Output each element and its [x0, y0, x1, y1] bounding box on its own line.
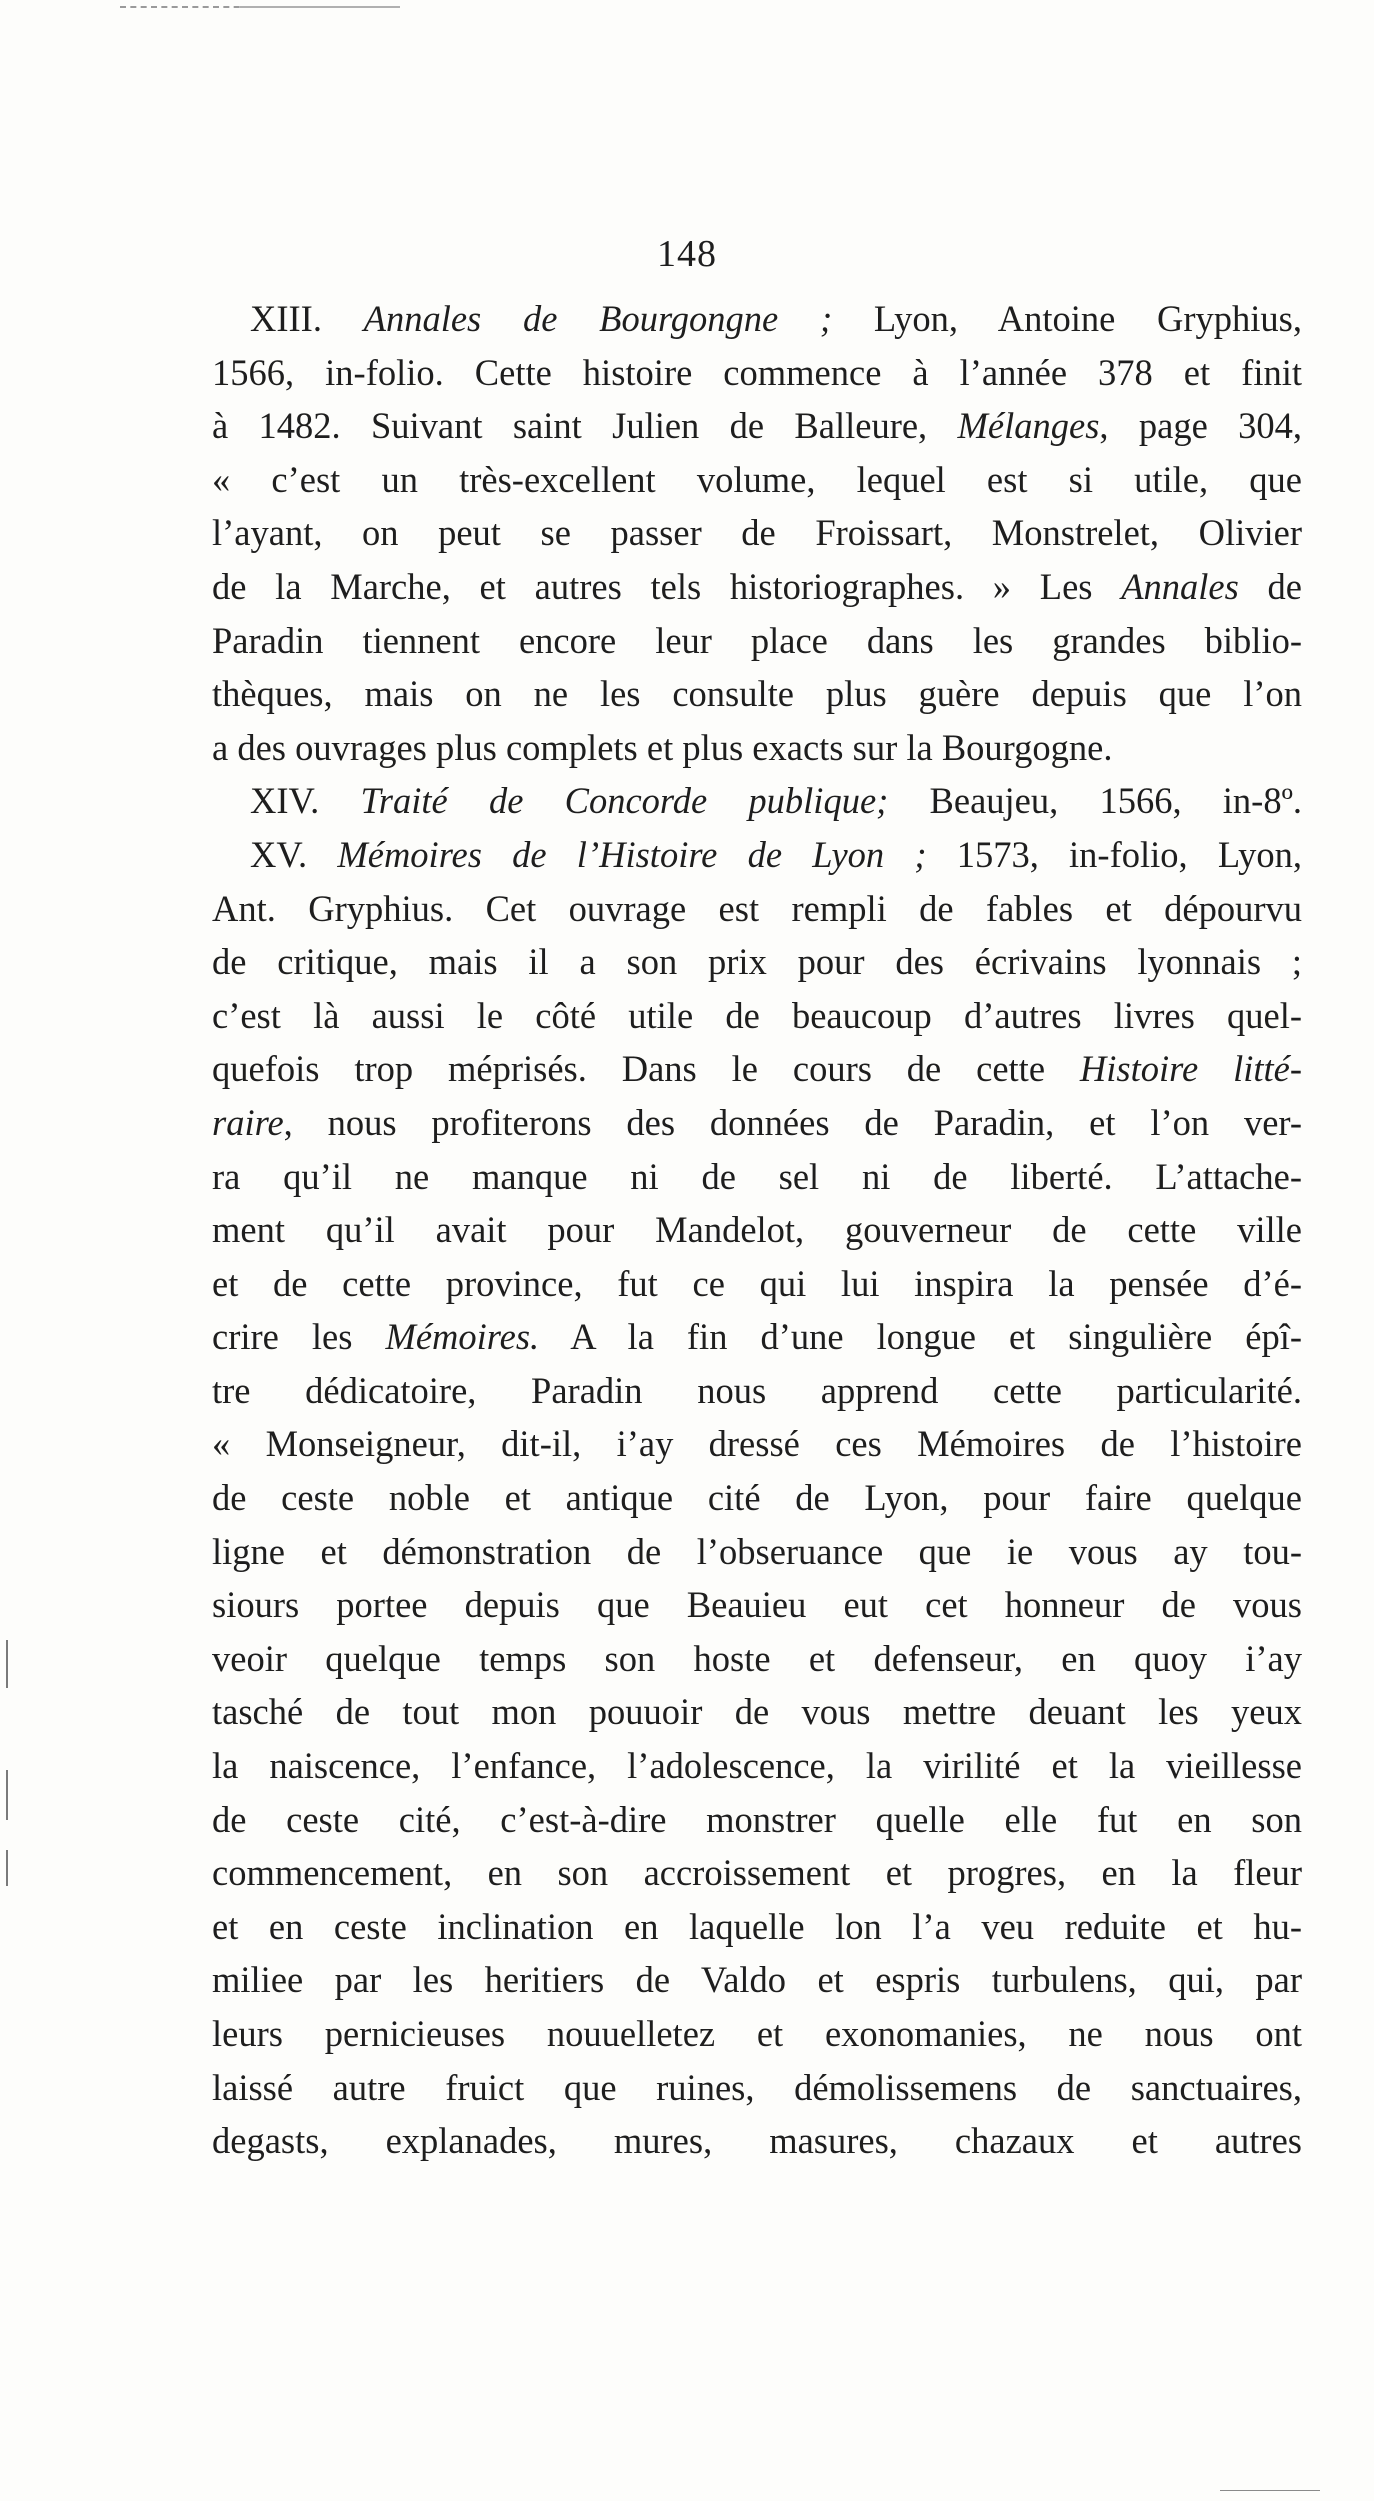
- text-run: , nous profiterons des données de Paradin, et l’on ver-: [283, 1101, 1302, 1143]
- text-run: quefois trop méprisés. Dans le cours de cette: [212, 1048, 1080, 1090]
- text-run: Paradin tiennent encore leur place dans les grandes biblio-: [212, 619, 1302, 661]
- italic-title: Mémoires.: [385, 1316, 540, 1358]
- page-number: 148: [657, 233, 717, 275]
- body-text: [212, 292, 1302, 2168]
- text-run: la naiscence, l’enfance, l’adolescence, la virilité et la vieillesse: [212, 1745, 1302, 1787]
- text-run: de ceste cité, c’est-à-dire monstrer quelle elle fut en son: [212, 1798, 1302, 1840]
- text-line: [212, 1096, 1302, 1150]
- text-run: miliee par les heritiers de Valdo et espris turbulens, qui, par: [212, 1959, 1302, 2001]
- text-line: [212, 453, 1302, 507]
- text-run: leurs pernicieuses nouuelletez et exonomanies, ne nous ont: [212, 2013, 1302, 2054]
- text-line: [212, 774, 1302, 828]
- italic-title: Annales: [1121, 565, 1239, 607]
- text-run: Lyon, Antoine Gryphius,: [832, 298, 1302, 339]
- text-line: [212, 2114, 1302, 2168]
- text-run: et en ceste inclination en laquelle lon l’a veu reduite et hu-: [212, 1905, 1302, 1947]
- text-line: [212, 1042, 1302, 1096]
- text-line: [212, 828, 1302, 882]
- text-run: à 1482. Suivant saint Julien de Balleure,: [212, 405, 958, 447]
- italic-title: Mémoires de l’Histoire de Lyon ;: [337, 833, 927, 875]
- text-run: de critique, mais il a son prix pour des écrivains lyonnais ;: [212, 941, 1302, 983]
- scan-edge-mark: [6, 1770, 8, 1820]
- text-line: [212, 882, 1302, 936]
- text-run: tasché de tout mon pouuoir de vous mettre deuant les yeux: [212, 1691, 1302, 1733]
- text-line: [212, 506, 1302, 560]
- text-run: de ceste noble et antique cité de Lyon, pour faire quelque: [212, 1477, 1302, 1519]
- italic-title: Annales de Bourgongne ;: [363, 298, 833, 339]
- text-run: A la fin d’une longue et singulière épî-: [539, 1316, 1302, 1358]
- text-run: et de cette province, fut ce qui lui inspira la pensée d’é-: [212, 1262, 1302, 1304]
- text-run: siours portee depuis que Beauieu eut cet honneur de vous: [212, 1584, 1302, 1626]
- text-run: Beaujeu, 1566, in-8º.: [888, 780, 1303, 822]
- text-line: [212, 1417, 1302, 1471]
- text-run: XIV.: [250, 780, 361, 822]
- text-line: [212, 2061, 1302, 2115]
- text-line: [212, 1793, 1302, 1847]
- text-run: XV.: [250, 833, 338, 875]
- text-line: [212, 1953, 1302, 2007]
- scan-edge-mark: [6, 1850, 8, 1886]
- text-run: commencement, en son accroissement et progres, en la fleur: [212, 1852, 1302, 1894]
- text-line: [212, 1364, 1302, 1418]
- text-run: ment qu’il avait pour Mandelot, gouverneur de cette ville: [212, 1209, 1302, 1251]
- text-line: [212, 1900, 1302, 1954]
- scan-artifact-rule: [120, 6, 250, 8]
- text-line: [212, 399, 1302, 453]
- text-run: ra qu’il ne manque ni de sel ni de liberté. L’attache-: [212, 1155, 1302, 1197]
- text-line: [212, 1739, 1302, 1793]
- text-line: [212, 1525, 1302, 1579]
- scan-artifact-rule: [240, 6, 400, 8]
- text-run: tre dédicatoire, Paradin nous apprend cette particularité.: [212, 1369, 1302, 1411]
- text-run: « c’est un très-excellent volume, lequel est si utile, que: [212, 458, 1302, 500]
- text-run: de la Marche, et autres tels historiographes. » Les: [212, 565, 1122, 607]
- text-run: veoir quelque temps son hoste et defenseur, en quoy i’ay: [212, 1637, 1302, 1679]
- italic-title: Mélanges: [957, 405, 1100, 447]
- text-run: 1573, in-folio, Lyon,: [926, 833, 1303, 875]
- scan-edge-mark: [6, 1640, 8, 1688]
- text-run: de: [1238, 565, 1302, 607]
- text-line: [212, 1203, 1302, 1257]
- text-line: [212, 1685, 1302, 1739]
- text-run: laissé autre fruict que ruines, démolissemens de sanctuaires,: [212, 2066, 1302, 2108]
- text-run: , page 304,: [1099, 405, 1302, 447]
- text-line: [212, 2007, 1302, 2061]
- text-run: ligne et démonstration de l’obseruance que ie vous ay tou-: [212, 1530, 1302, 1572]
- text-run: Ant. Gryphius. Cet ouvrage est rempli de fables et dépourvu: [212, 887, 1302, 929]
- text-line: [212, 1310, 1302, 1364]
- text-run: degasts, explanades, mures, masures, chazaux et autres: [212, 2120, 1302, 2162]
- text-line: [212, 346, 1302, 400]
- text-run: 1566, in-folio. Cette histoire commence à l’année 378 et finit: [212, 351, 1302, 393]
- text-line: [212, 989, 1302, 1043]
- text-line: [212, 1471, 1302, 1525]
- italic-title: Traité de Concorde publique;: [360, 780, 889, 822]
- text-line: [212, 1632, 1302, 1686]
- italic-title: raire: [212, 1101, 284, 1143]
- text-line: [212, 1257, 1302, 1311]
- text-run: « Monseigneur, dit-il, i’ay dressé ces Mémoires de l’histoire: [212, 1423, 1302, 1465]
- text-line: [212, 935, 1302, 989]
- text-line: [212, 614, 1302, 668]
- text-line: [212, 1846, 1302, 1900]
- text-run: a des ouvrages plus complets et plus exacts sur la Bourgogne.: [212, 726, 1113, 768]
- scan-artifact-rule: [1220, 2490, 1320, 2491]
- text-line: [212, 292, 1302, 346]
- text-line: [212, 667, 1302, 721]
- text-run: XIII.: [250, 298, 364, 339]
- text-run: l’ayant, on peut se passer de Froissart, Monstrelet, Olivier: [212, 512, 1302, 554]
- text-run: c’est là aussi le côté utile de beaucoup d’autres livres quel-: [212, 994, 1302, 1036]
- italic-title: Histoire litté-: [1079, 1048, 1302, 1090]
- text-line: [212, 1150, 1302, 1204]
- text-line: [212, 1578, 1302, 1632]
- text-line: [212, 721, 1302, 775]
- text-line: [212, 560, 1302, 614]
- text-run: crire les: [212, 1316, 386, 1358]
- text-run: thèques, mais on ne les consulte plus guère depuis que l’on: [212, 673, 1302, 715]
